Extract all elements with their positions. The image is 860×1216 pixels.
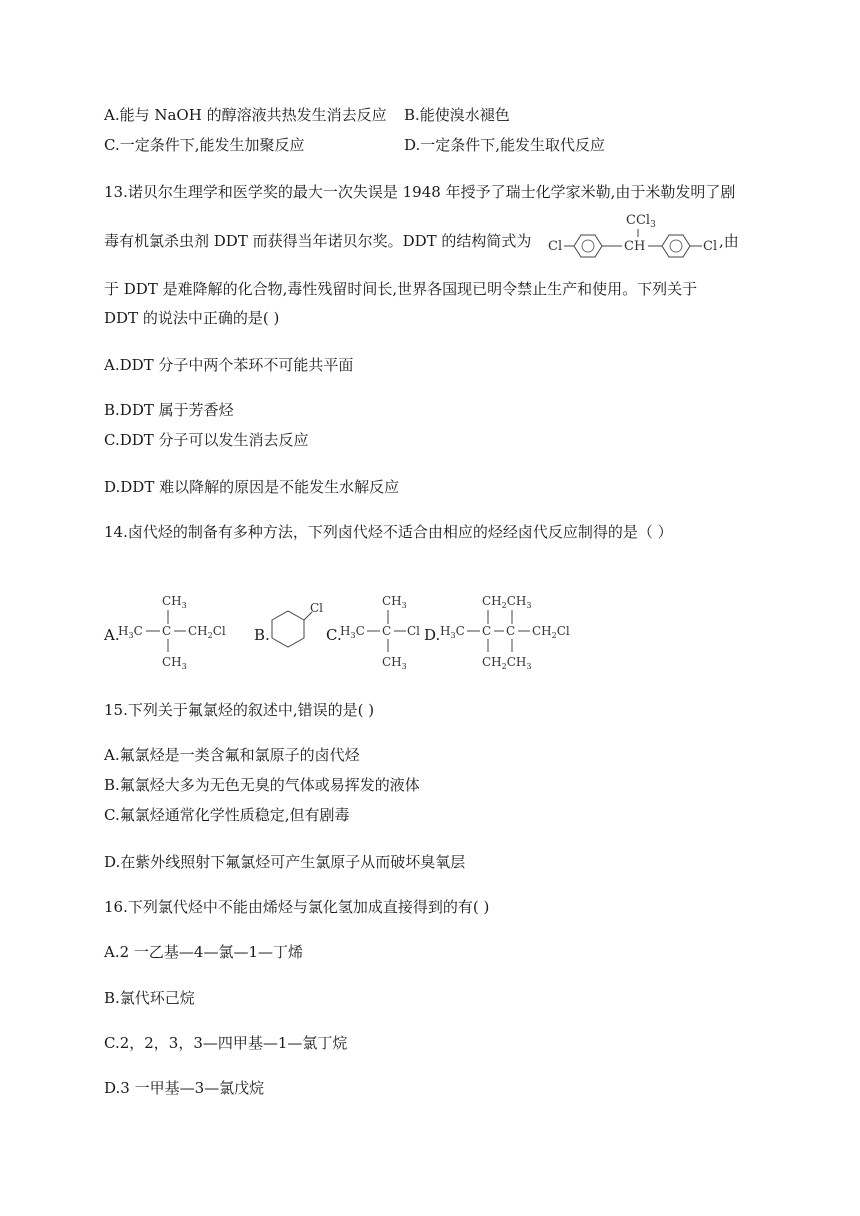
q15-option-c: C.氟氯烃通常化学性质稳定,但有剧毒 bbox=[104, 806, 350, 824]
struct-c-center-c: C bbox=[382, 624, 392, 638]
q13-stem-line2-end: ,由 bbox=[719, 232, 739, 250]
ddt-ccl3-label: CCl$_3$ bbox=[626, 213, 656, 230]
struct-d-bottom-ch2ch3: $CH_2CH_3$ bbox=[482, 655, 532, 671]
struct-a-center-c: C bbox=[162, 624, 172, 638]
struct-d-c2: C bbox=[506, 624, 516, 638]
q13-stem-line2: 毒有机氯杀虫剂 DDT 而获得当年诺贝尔奖。DDT 的结构简式为 bbox=[104, 232, 532, 250]
q12-option-d: D.一定条件下,能发生取代反应 bbox=[404, 136, 606, 154]
q13-stem-line1: 13.诺贝尔生理学和医学奖的最大一次失误是 1948 年授予了瑞士化学家米勒,由于米勒发明了剧 bbox=[104, 183, 736, 201]
struct-d-ch2cl: $CH_2Cl$ bbox=[532, 624, 570, 640]
q12-option-b: B.能使溴水褪色 bbox=[404, 106, 510, 124]
struct-c-top-ch3: $CH_3$ bbox=[382, 594, 407, 610]
q15-stem: 15.下列关于氟氯烃的叙述中,错误的是( ) bbox=[104, 701, 375, 719]
q14-structure-b bbox=[264, 600, 326, 662]
q16-stem: 16.下列氯代烃中不能由烯烃与氯化氢加成直接得到的有( ) bbox=[104, 898, 490, 916]
struct-b-cl: Cl bbox=[310, 601, 324, 615]
struct-d-top-ch2ch3: $CH_2CH_3$ bbox=[482, 594, 532, 610]
q12-option-a: A.能与 NaOH 的醇溶液共热发生消去反应 bbox=[104, 106, 387, 124]
q12-option-c: C.一定条件下,能发生加聚反应 bbox=[104, 136, 305, 154]
ddt-structure-image bbox=[546, 206, 724, 260]
q13-stem-line3: 于 DDT 是难降解的化合物,毒性残留时间长,世界各国现已明令禁止生产和使用。下列关于 bbox=[104, 280, 698, 298]
q15-option-a: A.氟氯烃是一类含氟和氯原子的卤代烃 bbox=[104, 746, 360, 764]
struct-c-h3c: $H_3C$ bbox=[340, 624, 365, 640]
q16-option-b: B.氯代环己烷 bbox=[104, 989, 195, 1007]
q14-label-b: B. bbox=[254, 626, 270, 644]
q14-structure-a bbox=[118, 590, 236, 672]
q16-option-d: D.3 一甲基—3—氯戊烷 bbox=[104, 1079, 265, 1097]
struct-a-ch2cl: $CH_2Cl$ bbox=[188, 624, 226, 640]
struct-c-cl: Cl bbox=[407, 624, 421, 638]
struct-a-bottom-ch3: $CH_3$ bbox=[162, 655, 187, 671]
ddt-cl-left: Cl bbox=[548, 239, 563, 254]
ddt-cl-right: Cl bbox=[703, 239, 718, 254]
ddt-ch-label: CH bbox=[624, 239, 646, 254]
q15-option-b: B.氟氯烃大多为无色无臭的气体或易挥发的液体 bbox=[104, 776, 420, 794]
q14-label-a: A. bbox=[104, 626, 120, 644]
struct-a-top-ch3: $CH_3$ bbox=[162, 594, 187, 610]
q13-option-c: C.DDT 分子可以发生消去反应 bbox=[104, 431, 309, 449]
q15-option-d: D.在紫外线照射下氟氯烃可产生氯原子从而破坏臭氧层 bbox=[104, 853, 466, 871]
struct-c-bottom-ch3: $CH_3$ bbox=[382, 655, 407, 671]
q14-structure-c bbox=[340, 590, 426, 672]
q14-structure-d bbox=[440, 590, 580, 672]
struct-a-h3c: $H_3C$ bbox=[118, 624, 143, 640]
q16-option-a: A.2 一乙基—4—氯—1—丁烯 bbox=[104, 943, 303, 961]
q14-label-d: D. bbox=[424, 626, 441, 644]
q14-stem: 14.卤代烃的制备有多种方法，下列卤代烃不适合由相应的烃经卤代反应制得的是（ ） bbox=[104, 523, 673, 541]
q13-option-a: A.DDT 分子中两个苯环不可能共平面 bbox=[104, 356, 354, 374]
q13-stem-line4: DDT 的说法中正确的是( ) bbox=[104, 309, 280, 327]
q13-option-b: B.DDT 属于芳香烃 bbox=[104, 401, 234, 419]
q13-option-d: D.DDT 难以降解的原因是不能发生水解反应 bbox=[104, 478, 400, 496]
q16-option-c: C.2，2，3，3—四甲基—1—氯丁烷 bbox=[104, 1034, 348, 1052]
q14-label-c: C. bbox=[326, 626, 342, 644]
struct-d-h3c: $H_3C$ bbox=[440, 624, 465, 640]
struct-d-c1: C bbox=[482, 624, 492, 638]
